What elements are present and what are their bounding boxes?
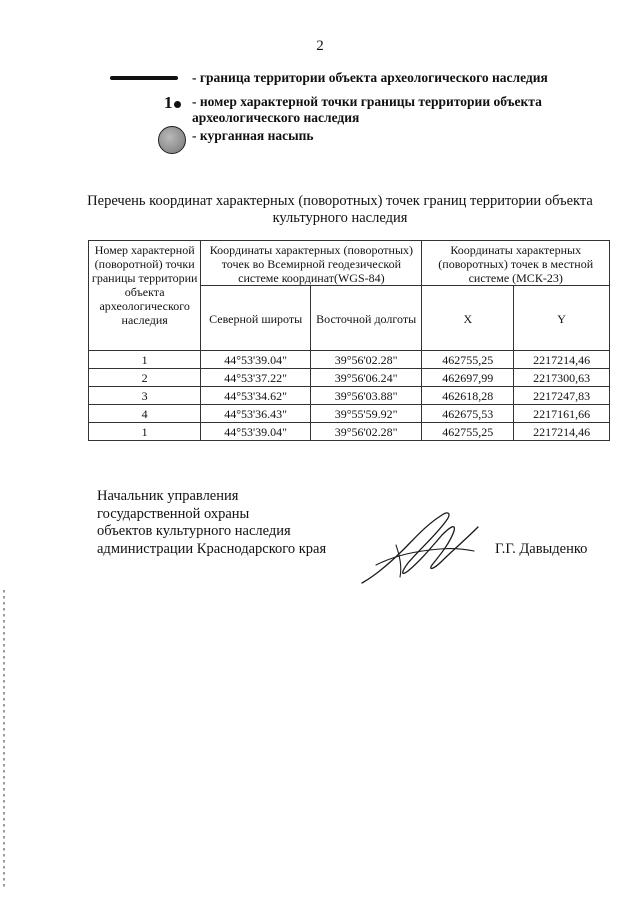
page-number: 2 — [316, 38, 324, 54]
cell-latitude: 44°53'39.04" — [201, 351, 311, 369]
cell-y: 2217161,66 — [514, 405, 610, 423]
signer-name: Г.Г. Давыденко — [495, 541, 588, 557]
cell-x: 462697,99 — [422, 369, 514, 387]
cell-number: 3 — [89, 387, 201, 405]
cell-number: 4 — [89, 405, 201, 423]
header-longitude: Восточной долготы — [310, 286, 422, 351]
table-row — [89, 351, 610, 369]
point-marker-icon — [110, 94, 192, 112]
cell-longitude: 39°56'02.28" — [310, 423, 422, 441]
header-y: Y — [514, 286, 610, 351]
table-row — [89, 369, 610, 387]
legend-mound-text: - курганная насыпь — [192, 128, 314, 143]
header-latitude: Северной широты — [201, 286, 311, 351]
cell-latitude: 44°53'39.04" — [201, 423, 311, 441]
cell-longitude: 39°56'03.88" — [310, 387, 422, 405]
signer-position-line3: объектов культурного наследия — [97, 523, 291, 539]
cell-y: 2217214,46 — [514, 423, 610, 441]
document-title: Перечень координат характерных (поворотных) точек границ территории объекта культурного наследия — [87, 193, 593, 226]
cell-longitude: 39°55'59.92" — [310, 405, 422, 423]
point-marker-label: 1 — [164, 93, 173, 112]
signer-position-line1: Начальник управления — [97, 488, 239, 504]
header-point-number: Номер характерной (поворотной) точки границы территории объекта археологического наследия — [89, 241, 201, 351]
legend-mound — [110, 128, 314, 146]
cell-x: 462618,28 — [422, 387, 514, 405]
header-x: X — [422, 286, 514, 351]
cell-longitude: 39°56'06.24" — [310, 369, 422, 387]
cell-number: 1 — [89, 423, 201, 441]
cell-x: 462755,25 — [422, 423, 514, 441]
legend-point-text: - номер характерной точки границы территории объекта археологического наследия — [192, 94, 542, 125]
signer-position-line2: государственной охраны — [97, 505, 250, 522]
signature-block — [97, 488, 326, 558]
table-row — [89, 387, 610, 405]
cell-x: 462755,25 — [422, 351, 514, 369]
cell-y: 2217247,83 — [514, 387, 610, 405]
cell-longitude: 39°56'02.28" — [310, 351, 422, 369]
legend-boundary — [110, 70, 548, 88]
table-row — [89, 405, 610, 423]
cell-x: 462675,53 — [422, 405, 514, 423]
cell-latitude: 44°53'36.43" — [201, 405, 311, 423]
mound-icon — [110, 128, 192, 146]
cell-number: 1 — [89, 351, 201, 369]
legend-boundary-text: - граница территории объекта археологического наследия — [192, 70, 548, 85]
table-row — [89, 423, 610, 441]
cell-number: 2 — [89, 369, 201, 387]
cell-y: 2217300,63 — [514, 369, 610, 387]
scan-margin-artifact — [3, 590, 5, 890]
cell-latitude: 44°53'34.62" — [201, 387, 311, 405]
signer-position-line4: администрации Краснодарского края — [97, 540, 327, 557]
boundary-line-icon — [110, 70, 192, 88]
handwritten-signature — [356, 505, 486, 595]
cell-latitude: 44°53'37.22" — [201, 369, 311, 387]
legend-point — [110, 94, 612, 126]
header-wgs: Координаты характерных (поворотных) точек во Всемирной геодезической системе координат(WGS-84) — [201, 241, 422, 286]
header-msk: Координаты характерных (поворотных) точек в местной системе (МСК-23) — [422, 241, 610, 286]
cell-y: 2217214,46 — [514, 351, 610, 369]
coordinates-table — [88, 240, 610, 441]
